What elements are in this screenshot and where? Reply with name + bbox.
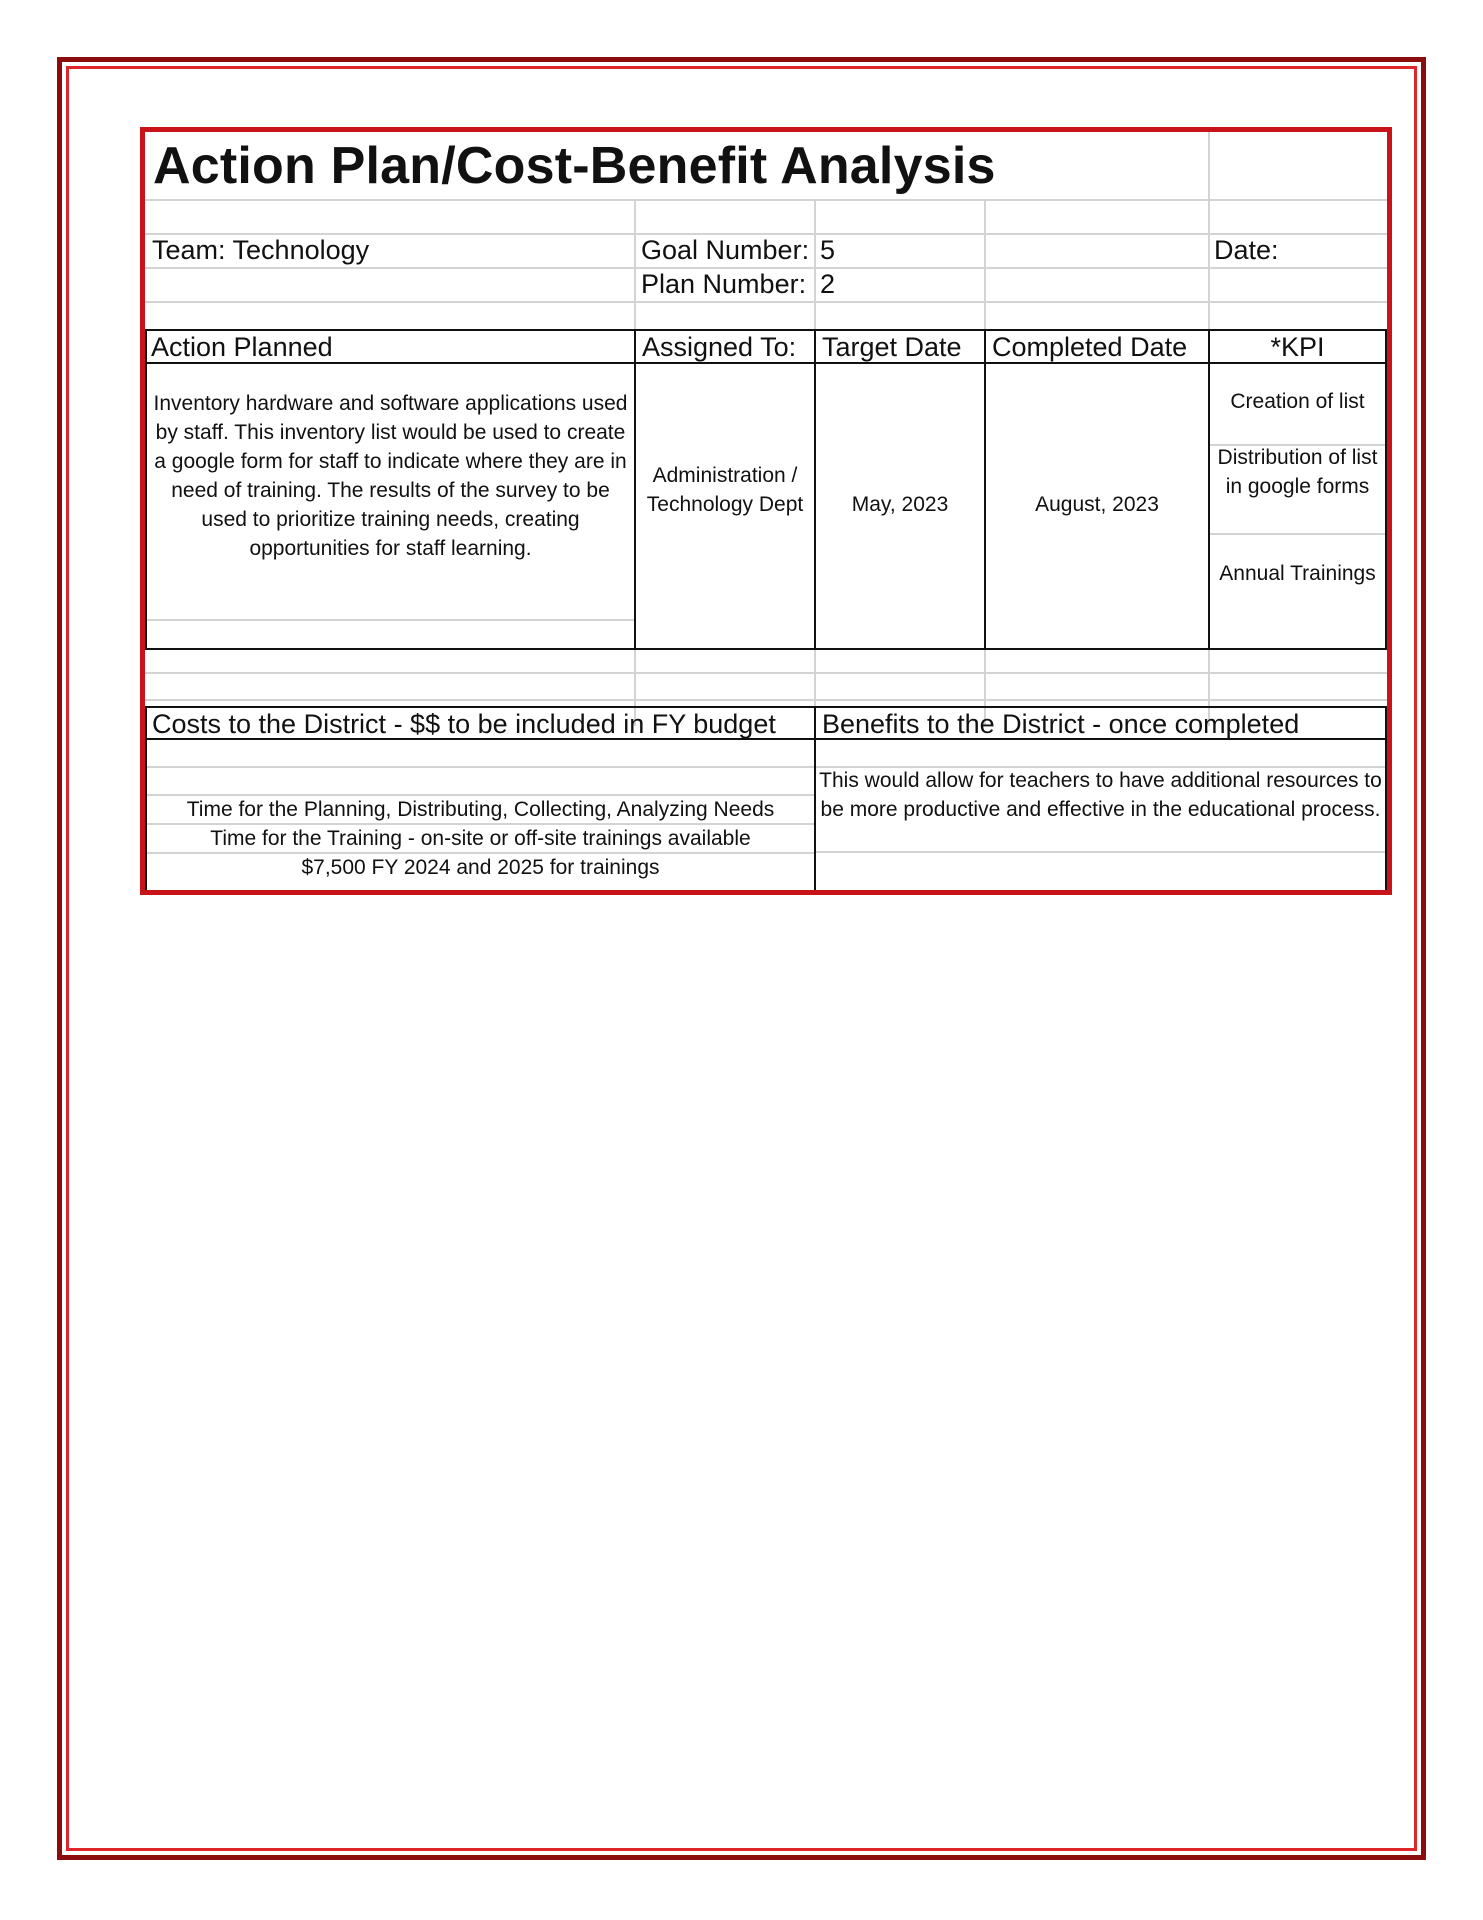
plan-number-label: Plan Number:: [641, 269, 807, 299]
gridline: [145, 301, 1387, 303]
action-description: Inventory hardware and software applications used by staff. This inventory list would be used to create a google form for staff to indicate where they are in need of training. The results of the survey to be used to prioritize training needs, creating opportunities for staff learning.: [153, 392, 628, 560]
gridline: [1210, 533, 1387, 535]
plan-number-value: 2: [820, 269, 836, 299]
target-date-value: May, 2023: [851, 493, 949, 516]
gridline: [816, 851, 1387, 853]
gridline: [634, 199, 636, 333]
header-assigned-to: Assigned To:: [642, 332, 797, 362]
goal-number-value: 5: [820, 235, 836, 265]
table-border: [145, 648, 1387, 650]
page-title: Action Plan/Cost-Benefit Analysis: [153, 137, 996, 195]
header-action-planned: Action Planned: [151, 332, 333, 362]
table-border: [1385, 706, 1387, 890]
team-label: Team: Technology: [152, 235, 370, 265]
completed-date-value: August, 2023: [1035, 493, 1159, 516]
gridline: [984, 199, 986, 333]
header-costs: Costs to the District - $$ to be included in FY budget: [152, 709, 776, 739]
table-border: [145, 329, 1387, 331]
action-plan-sheet: [145, 132, 1387, 890]
header-kpi: *KPI: [1270, 332, 1325, 362]
header-benefits: Benefits to the District - once completed: [822, 709, 1300, 739]
kpi-item: Annual Trainings: [1219, 562, 1376, 585]
gridline: [814, 199, 816, 333]
header-completed-date: Completed Date: [992, 332, 1188, 362]
gridline: [145, 619, 634, 621]
goal-number-label: Goal Number:: [641, 235, 810, 265]
assigned-to-value: Administration / Technology Dept: [646, 464, 804, 516]
date-label: Date:: [1214, 235, 1279, 265]
gridline: [145, 199, 1387, 201]
kpi-item: Creation of list: [1230, 390, 1365, 413]
gridline: [145, 672, 1387, 674]
table-border: [145, 706, 1387, 708]
table-border: [1385, 329, 1387, 650]
header-target-date: Target Date: [822, 332, 962, 362]
cost-item: Time for the Training - on-site or off-site trainings available: [210, 827, 751, 850]
benefits-description: This would allow for teachers to have additional resources to be more productive and effective in the educational process.: [819, 769, 1382, 821]
cost-item: $7,500 FY 2024 and 2025 for trainings: [301, 856, 660, 879]
gridline: [145, 699, 1387, 701]
kpi-item: Distribution of list in google forms: [1217, 446, 1378, 498]
cost-item: Time for the Planning, Distributing, Collecting, Analyzing Needs: [186, 798, 775, 821]
